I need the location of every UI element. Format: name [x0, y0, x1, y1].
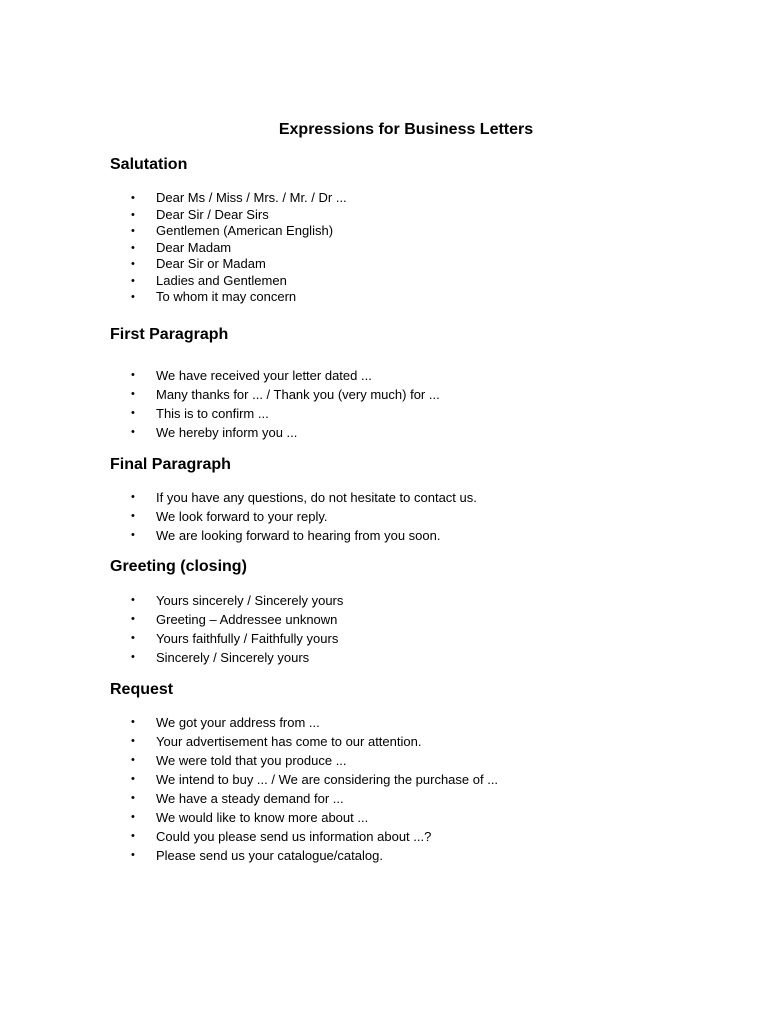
bullet-icon: •	[131, 388, 135, 400]
list-item-text: Dear Sir / Dear Sirs	[156, 206, 269, 222]
bullet-icon: •	[131, 291, 135, 303]
list-item-text: We are looking forward to hearing from you soon.	[156, 528, 441, 543]
list-item-text: We would like to know more about ...	[156, 810, 369, 825]
list-item-text: We got your address from ...	[156, 715, 320, 730]
list-item-text: Please send us your catalogue/catalog.	[156, 848, 383, 863]
list-item-text: Gentlemen (American English)	[156, 223, 334, 238]
section-heading-salutation: Salutation	[110, 156, 188, 173]
list-item-text: Sincerely / Sincerely yours	[156, 650, 310, 665]
bullet-icon: •	[131, 754, 135, 766]
bullet-icon: •	[131, 426, 135, 438]
section-heading-final-paragraph: Final Paragraph	[110, 456, 231, 473]
bullet-icon: •	[131, 407, 135, 419]
list-item-text: Ladies and Gentlemen	[156, 272, 287, 288]
list-item-text: This is to confirm ...	[156, 406, 269, 421]
document-title: Expressions for Business Letters	[278, 121, 534, 138]
bullet-icon: •	[131, 792, 135, 804]
section-heading-greeting-closing: Greeting (closing)	[110, 558, 247, 575]
section-heading-first-paragraph: First Paragraph	[110, 326, 229, 343]
list-item-text: We have a steady demand for ...	[156, 791, 344, 806]
list-item-text: Many thanks for ... / Thank you (very much) for ...	[156, 387, 440, 402]
list-item-text: We have received your letter dated ...	[156, 368, 372, 383]
bullet-icon: •	[131, 613, 135, 625]
list-item-text: Yours faithfully / Faithfully yours	[156, 631, 339, 646]
list-item-text: Dear Sir or Madam	[156, 256, 266, 271]
bullet-icon: •	[131, 529, 135, 541]
bullet-icon: •	[131, 225, 135, 237]
bullet-icon: •	[131, 274, 135, 287]
bullet-icon: •	[131, 192, 135, 204]
list-item-text: We look forward to your reply.	[156, 509, 328, 524]
bullet-icon: •	[131, 830, 135, 842]
bullet-icon: •	[131, 258, 135, 270]
list-item-text: If you have any questions, do not hesitate to contact us.	[156, 490, 477, 505]
bullet-icon: •	[131, 651, 135, 663]
list-item-text: Could you please send us information about ...?	[156, 829, 432, 844]
bullet-icon: •	[131, 208, 135, 221]
list-item-text: Dear Madam	[156, 239, 232, 255]
list-item-text: Greeting – Addressee unknown	[156, 612, 338, 627]
bullet-icon: •	[131, 594, 135, 606]
bullet-icon: •	[131, 491, 135, 503]
bullet-icon: •	[131, 811, 135, 823]
bullet-icon: •	[131, 369, 135, 381]
list-item-text: We intend to buy ... / We are considering the purchase of ...	[156, 772, 499, 787]
bullet-icon: •	[131, 849, 135, 861]
list-item-text: To whom it may concern	[156, 289, 297, 304]
list-item-text: Yours sincerely / Sincerely yours	[156, 593, 344, 608]
list-item-text: We were told that you produce ...	[156, 753, 347, 768]
bullet-icon: •	[131, 716, 135, 728]
bullet-icon: •	[131, 241, 135, 254]
list-item-text: Dear Ms / Miss / Mrs. / Mr. / Dr ...	[156, 190, 347, 205]
bullet-icon: •	[131, 510, 135, 522]
list-item-text: Your advertisement has come to our attention.	[156, 734, 422, 749]
bullet-icon: •	[131, 735, 135, 747]
list-item-text: We hereby inform you ...	[156, 425, 298, 440]
section-heading-request: Request	[110, 681, 174, 698]
bullet-icon: •	[131, 773, 135, 785]
bullet-icon: •	[131, 632, 135, 644]
